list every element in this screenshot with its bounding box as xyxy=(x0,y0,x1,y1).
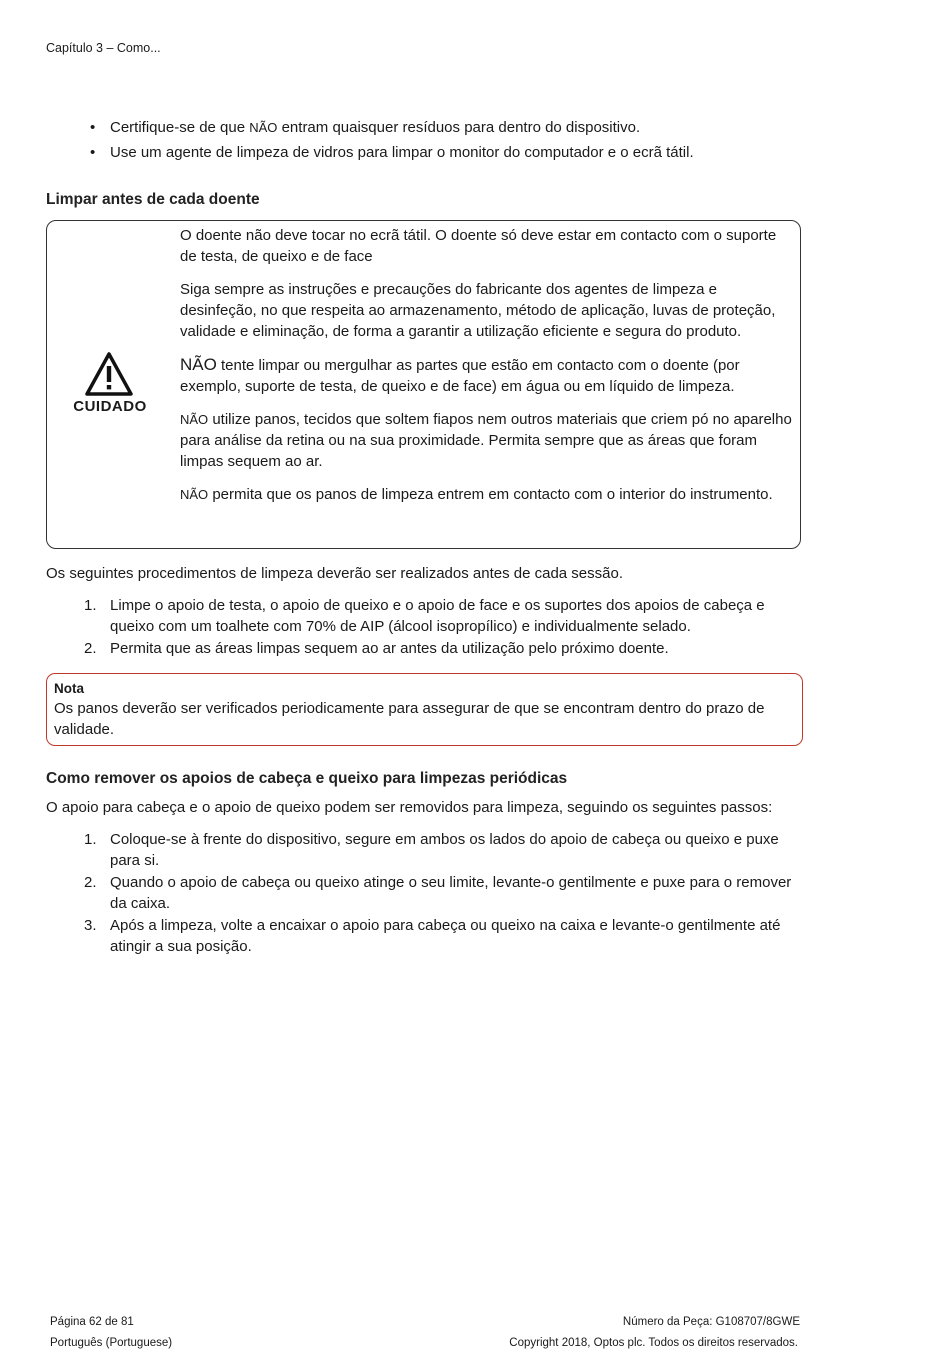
procedure-list xyxy=(46,595,806,660)
footer-page-number: Página 62 de 81 xyxy=(50,1316,134,1328)
list-item: • Use um agente de limpeza de vidros para limpar o monitor do computador e o ecrã tátil. xyxy=(46,142,806,163)
footer-part-number: Número da Peça: G108707/8GWE xyxy=(622,1316,800,1328)
caution-box xyxy=(46,220,801,549)
caution-paragraph: NÃO tente limpar ou mergulhar as partes que estão em contacto com o doente (por exemplo, suporte de testa, de queixo e de face) em água ou em líquido de limpeza. xyxy=(180,355,740,395)
caution-paragraph: Siga sempre as instruções e precauções do fabricante dos agentes de limpeza e desinfeção, no que respeita ao armazenamento, método de aplicação, luvas de proteção, validade e eliminação, de forma a garantir a utilização eficiente e segura do produto. xyxy=(180,281,776,340)
running-header: Capítulo 3 – Como... xyxy=(46,41,161,55)
list-item: 1. Limpe o apoio de testa, o apoio de queixo e o apoio de face e os suportes dos apoios de cabeça e queixo com um toalhete com 70% de AIP (álcool isopropílico) e individualmente selado. xyxy=(84,597,765,635)
footer-copyright: Copyright 2018, Optos plc. Todos os direitos reservados. xyxy=(509,1337,798,1349)
list-item: 1. Coloque-se à frente do dispositivo, segure em ambos os lados do apoio de cabeça ou queixo e puxe para si. xyxy=(84,831,779,869)
note-box xyxy=(46,673,803,746)
warning-triangle-icon xyxy=(85,352,133,396)
caution-paragraph: NÃO permita que os panos de limpeza entrem em contacto com o interior do instrumento. xyxy=(180,486,773,503)
list-item: 3. Após a limpeza, volte a encaixar o apoio para cabeça ou queixo na caixa e levante-o gentilmente até atingir a sua posição. xyxy=(84,917,781,955)
caution-paragraph: NÃO utilize panos, tecidos que soltem fiapos nem outros materiais que criem pó no aparelho para análise da retina ou na sua proximidade. Permita sempre que as áreas que foram limpas sequem ao ar. xyxy=(180,411,792,470)
caution-label: CUIDADO xyxy=(73,398,147,415)
procedures-intro: Os seguintes procedimentos de limpeza deverão ser realizados antes de cada sessão. xyxy=(46,565,623,582)
section-intro: O apoio para cabeça e o apoio de queixo podem ser removidos para limpeza, seguindo os seguintes passos: xyxy=(46,799,773,816)
steps-list xyxy=(46,829,806,958)
list-item: • Certifique-se de que NÃO entram quaisquer resíduos para dentro do dispositivo. xyxy=(46,117,806,138)
note-text: Os panos deverão ser verificados periodicamente para assegurar de que se encontram dentro do prazo de validade. xyxy=(54,700,765,738)
caution-sidebar xyxy=(47,221,177,548)
bullet-list xyxy=(46,117,806,167)
section-heading: Como remover os apoios de cabeça e queixo para limpezas periódicas xyxy=(46,770,568,787)
caution-text xyxy=(180,225,795,517)
footer-language: Português (Portuguese) xyxy=(50,1337,173,1349)
list-item: 2. Quando o apoio de cabeça ou queixo atinge o seu limite, levante-o gentilmente e puxe para o remover da caixa. xyxy=(84,874,792,912)
note-title: Nota xyxy=(54,681,84,696)
caution-paragraph: O doente não deve tocar no ecrã tátil. O doente só deve estar em contacto com o suporte de testa, de queixo e de face xyxy=(180,227,777,265)
section-heading: Limpar antes de cada doente xyxy=(46,191,260,208)
list-item: 2. Permita que as áreas limpas sequem ao ar antes da utilização pelo próximo doente. xyxy=(84,640,669,657)
